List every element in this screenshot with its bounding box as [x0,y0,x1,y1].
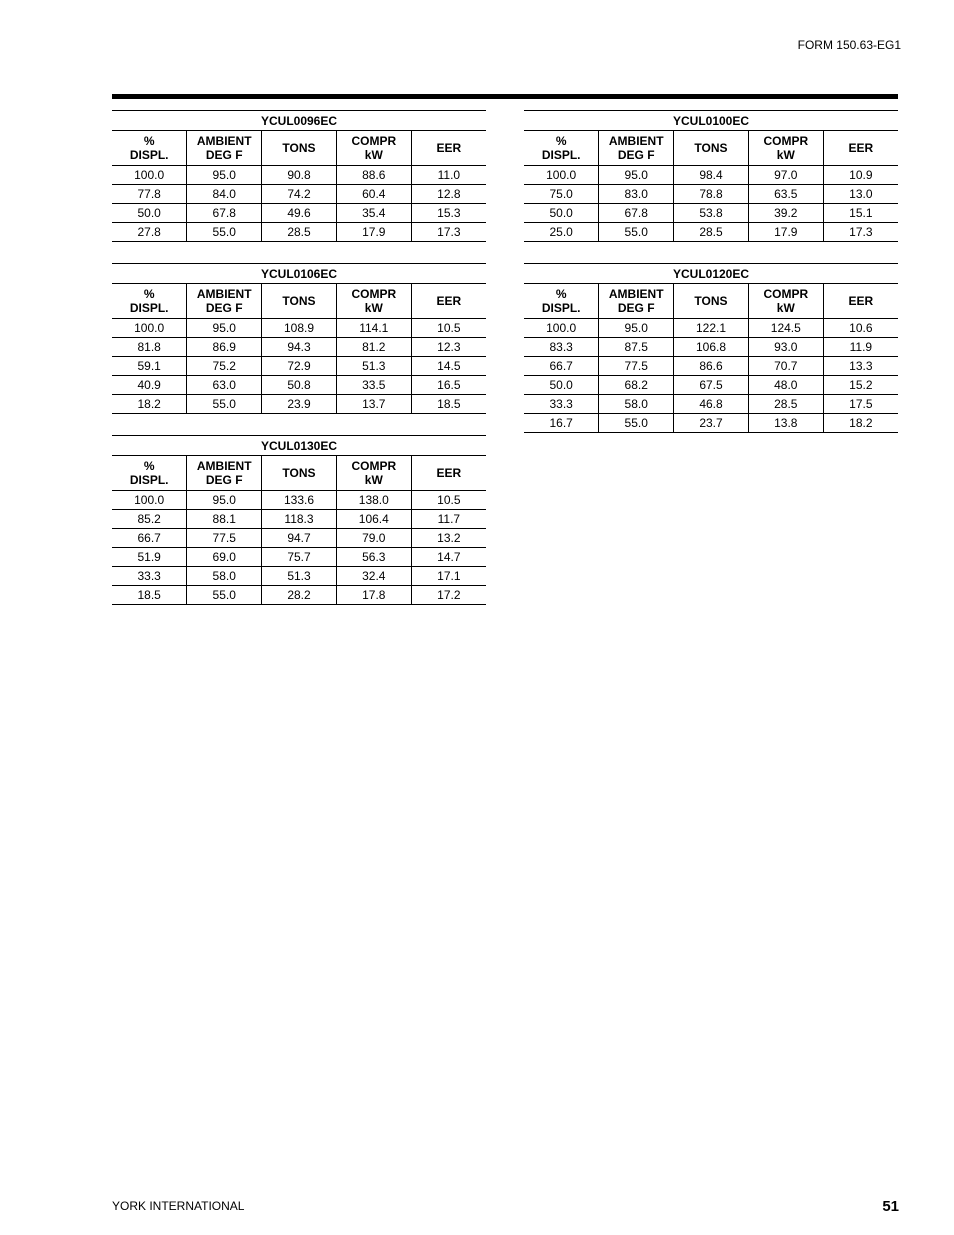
model-title: YCUL0096EC [112,111,486,131]
column-header [112,456,187,491]
table-cell: 32.4 [336,567,411,586]
table-cell: 14.5 [411,357,486,376]
column-header-line: % [555,134,567,148]
table-cell: 70.7 [748,357,823,376]
column-header-line: COMPR [763,134,809,148]
table-row [112,357,486,376]
table-cell: 50.8 [262,376,337,395]
table-cell: 28.5 [748,395,823,414]
table-cell: 97.0 [748,166,823,185]
table-cell: 28.5 [674,223,749,242]
column-header [599,131,674,166]
table-row [524,185,898,204]
column-header-row [112,284,486,319]
column-header-line: AMBIENT [608,134,664,148]
column-header [674,131,749,166]
table-cell: 81.8 [112,338,187,357]
column-header-line: DEG F [617,301,655,315]
table-cell: 50.0 [112,204,187,223]
table-cell: 67.8 [187,204,262,223]
table-cell: 75.2 [187,357,262,376]
table-cell: 17.8 [336,586,411,605]
table-cell: 50.0 [524,376,599,395]
table-cell: 40.9 [112,376,187,395]
table-cell: 10.5 [411,491,486,510]
column-header [524,284,599,319]
column-header-line: DISPL. [541,301,581,315]
model-title: YCUL0106EC [112,264,486,284]
table-cell: 95.0 [599,319,674,338]
column-header-line: % [143,459,155,473]
column-header-line: AMBIENT [196,287,252,301]
column-header-line: DISPL. [541,148,581,162]
column-header-line: kW [364,301,383,315]
table-row [112,395,486,414]
table-cell: 86.9 [187,338,262,357]
table-cell: 11.7 [411,510,486,529]
column-header-line: TONS [282,294,316,308]
column-header [112,284,187,319]
performance-table-ycul0096ec [112,110,486,242]
column-header [187,131,262,166]
table-cell: 83.3 [524,338,599,357]
table-title-row [112,264,486,284]
column-header-line: DEG F [205,148,243,162]
table-cell: 100.0 [524,319,599,338]
table-cell: 46.8 [674,395,749,414]
column-header [112,131,187,166]
table-cell: 56.3 [336,548,411,567]
column-header-row [112,131,486,166]
performance-table-ycul0106ec [112,263,486,414]
table-cell: 114.1 [336,319,411,338]
column-header [599,284,674,319]
table-cell: 83.0 [599,185,674,204]
table-row [112,166,486,185]
column-header-line: TONS [694,141,728,155]
table-cell: 100.0 [112,166,187,185]
table-cell: 67.8 [599,204,674,223]
column-header-line: % [555,287,567,301]
table-cell: 77.5 [599,357,674,376]
table-title-row [112,111,486,131]
table-cell: 17.5 [823,395,898,414]
table-cell: 11.0 [411,166,486,185]
column-header [187,284,262,319]
column-header-line: % [143,134,155,148]
table-cell: 15.3 [411,204,486,223]
table-head [112,436,486,491]
table-cell: 12.8 [411,185,486,204]
table-cell: 74.2 [262,185,337,204]
table-cell: 27.8 [112,223,187,242]
table-cell: 49.6 [262,204,337,223]
table-row [112,376,486,395]
table-row [112,319,486,338]
table-cell: 33.5 [336,376,411,395]
table-cell: 18.2 [823,414,898,433]
table-row [112,338,486,357]
table-row [524,376,898,395]
table-cell: 72.9 [262,357,337,376]
column-header [823,284,898,319]
table-cell: 13.7 [336,395,411,414]
table-cell: 13.0 [823,185,898,204]
column-header-line: DEG F [205,473,243,487]
performance-table-ycul0120ec [524,263,898,433]
table-title-row [524,111,898,131]
table-cell: 77.8 [112,185,187,204]
table-cell: 84.0 [187,185,262,204]
table-cell: 17.1 [411,567,486,586]
model-title: YCUL0100EC [524,111,898,131]
table-cell: 11.9 [823,338,898,357]
table-cell: 55.0 [599,223,674,242]
column-header [748,131,823,166]
column-header-line: EER [848,141,874,155]
table-cell: 53.8 [674,204,749,223]
table-cell: 55.0 [187,586,262,605]
table-row [524,357,898,376]
table-cell: 94.3 [262,338,337,357]
column-header-line: EER [436,466,462,480]
table-cell: 95.0 [187,319,262,338]
table-cell: 106.4 [336,510,411,529]
table-title-row [112,436,486,456]
column-header-line: AMBIENT [196,134,252,148]
table-row [524,223,898,242]
page-number: 51 [882,1198,899,1215]
table-cell: 23.9 [262,395,337,414]
table-cell: 28.2 [262,586,337,605]
table-cell: 100.0 [112,319,187,338]
table-cell: 13.2 [411,529,486,548]
column-header-line: DISPL. [129,148,169,162]
column-header-line: EER [436,141,462,155]
column-header-line: COMPR [763,287,809,301]
table-cell: 60.4 [336,185,411,204]
table-cell: 66.7 [524,357,599,376]
table-cell: 133.6 [262,491,337,510]
table-body [112,491,486,605]
column-header-row [112,456,486,491]
column-header [336,284,411,319]
table-row [112,529,486,548]
table-cell: 59.1 [112,357,187,376]
column-header [262,456,337,491]
table-cell: 51.3 [336,357,411,376]
table-cell: 18.5 [112,586,187,605]
table-cell: 124.5 [748,319,823,338]
table-cell: 51.3 [262,567,337,586]
table-cell: 66.7 [112,529,187,548]
table-body [524,166,898,242]
table-cell: 17.3 [411,223,486,242]
table-title-row [524,264,898,284]
column-header-line: DISPL. [129,301,169,315]
model-title: YCUL0130EC [112,436,486,456]
table-row [112,548,486,567]
table-cell: 93.0 [748,338,823,357]
table-row [524,319,898,338]
table-cell: 77.5 [187,529,262,548]
column-header [524,131,599,166]
column-header [748,284,823,319]
column-header-line: EER [436,294,462,308]
column-header-row [524,131,898,166]
column-header [823,131,898,166]
table-row [112,510,486,529]
table-cell: 85.2 [112,510,187,529]
performance-table-ycul0130ec [112,435,486,605]
column-header-line: DEG F [617,148,655,162]
column-header-line: COMPR [351,287,397,301]
table-cell: 35.4 [336,204,411,223]
table-cell: 98.4 [674,166,749,185]
top-rule [112,94,898,99]
table-cell: 25.0 [524,223,599,242]
table-cell: 81.2 [336,338,411,357]
table-row [112,185,486,204]
table-head [524,264,898,319]
table-cell: 12.3 [411,338,486,357]
footer-company: YORK INTERNATIONAL [112,1199,245,1213]
table-cell: 58.0 [187,567,262,586]
column-header-line: TONS [282,466,316,480]
table-cell: 94.7 [262,529,337,548]
table-row [112,491,486,510]
column-header-line: DEG F [205,301,243,315]
column-header-line: DISPL. [129,473,169,487]
table-cell: 58.0 [599,395,674,414]
table-head [524,111,898,166]
table-cell: 100.0 [112,491,187,510]
table-cell: 95.0 [187,491,262,510]
table-cell: 78.8 [674,185,749,204]
table-cell: 17.9 [336,223,411,242]
table-cell: 55.0 [599,414,674,433]
column-header-line: AMBIENT [196,459,252,473]
performance-table-ycul0100ec [524,110,898,242]
table-cell: 67.5 [674,376,749,395]
table-cell: 17.3 [823,223,898,242]
table-row [524,395,898,414]
table-body [112,166,486,242]
column-header-line: TONS [694,294,728,308]
column-header [336,131,411,166]
table-cell: 79.0 [336,529,411,548]
table-cell: 13.8 [748,414,823,433]
table-cell: 18.2 [112,395,187,414]
column-header-line: kW [776,148,795,162]
table-cell: 50.0 [524,204,599,223]
column-header [411,284,486,319]
column-header [411,456,486,491]
table-cell: 90.8 [262,166,337,185]
table-cell: 63.5 [748,185,823,204]
column-header [336,456,411,491]
table-body [524,319,898,433]
table-cell: 95.0 [599,166,674,185]
table-cell: 33.3 [112,567,187,586]
column-header [411,131,486,166]
column-header [187,456,262,491]
table-cell: 68.2 [599,376,674,395]
column-header [262,284,337,319]
table-row [524,166,898,185]
table-row [524,414,898,433]
table-cell: 118.3 [262,510,337,529]
table-cell: 122.1 [674,319,749,338]
table-row [112,223,486,242]
table-row [524,338,898,357]
table-cell: 13.3 [823,357,898,376]
table-cell: 16.5 [411,376,486,395]
column-header-line: kW [364,473,383,487]
table-cell: 15.1 [823,204,898,223]
table-cell: 10.9 [823,166,898,185]
table-head [112,264,486,319]
table-row [112,586,486,605]
table-row [112,567,486,586]
table-cell: 88.1 [187,510,262,529]
table-cell: 86.6 [674,357,749,376]
column-header-line: TONS [282,141,316,155]
table-cell: 75.7 [262,548,337,567]
table-cell: 138.0 [336,491,411,510]
table-cell: 48.0 [748,376,823,395]
table-cell: 33.3 [524,395,599,414]
model-title: YCUL0120EC [524,264,898,284]
table-cell: 14.7 [411,548,486,567]
table-cell: 100.0 [524,166,599,185]
column-header-row [524,284,898,319]
table-cell: 18.5 [411,395,486,414]
table-cell: 16.7 [524,414,599,433]
table-cell: 15.2 [823,376,898,395]
column-header-line: COMPR [351,134,397,148]
table-cell: 69.0 [187,548,262,567]
table-head [112,111,486,166]
table-cell: 23.7 [674,414,749,433]
table-cell: 88.6 [336,166,411,185]
table-cell: 55.0 [187,223,262,242]
table-cell: 10.6 [823,319,898,338]
column-header-line: COMPR [351,459,397,473]
table-cell: 75.0 [524,185,599,204]
table-cell: 95.0 [187,166,262,185]
table-body [112,319,486,414]
column-header-line: EER [848,294,874,308]
column-header-line: AMBIENT [608,287,664,301]
column-header-line: % [143,287,155,301]
table-cell: 39.2 [748,204,823,223]
table-cell: 17.9 [748,223,823,242]
table-cell: 108.9 [262,319,337,338]
table-cell: 55.0 [187,395,262,414]
table-cell: 10.5 [411,319,486,338]
column-header-line: kW [776,301,795,315]
column-header [262,131,337,166]
table-cell: 28.5 [262,223,337,242]
column-header [674,284,749,319]
table-cell: 17.2 [411,586,486,605]
form-number: FORM 150.63-EG1 [797,38,901,52]
table-cell: 63.0 [187,376,262,395]
table-row [112,204,486,223]
table-row [524,204,898,223]
table-cell: 51.9 [112,548,187,567]
column-header-line: kW [364,148,383,162]
table-cell: 87.5 [599,338,674,357]
table-cell: 106.8 [674,338,749,357]
